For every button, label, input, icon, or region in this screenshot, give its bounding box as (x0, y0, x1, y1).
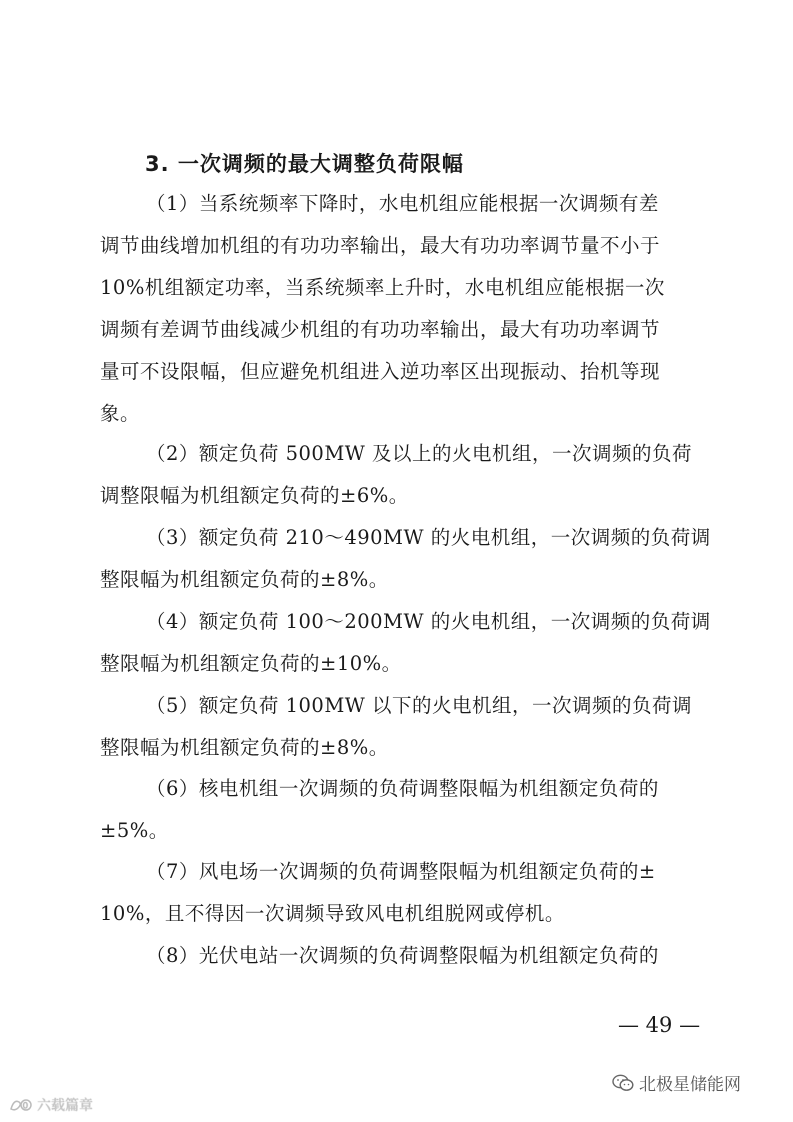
paragraph-1 (100, 183, 700, 435)
wechat-icon (612, 1074, 634, 1092)
paragraph-line: 10%，且不得因一次调频导致风电机组脱网或停机。 (100, 902, 565, 925)
paragraph-line: 调节曲线增加机组的有功功率输出，最大有功功率调节量不小于 (100, 234, 661, 257)
paragraph-7 (100, 851, 700, 935)
paragraph-line: 调频有差调节曲线减少机组的有功功率输出，最大有功功率调节 (100, 318, 661, 341)
paragraph-5 (100, 685, 700, 769)
source-watermark (612, 1070, 741, 1095)
paragraph-line: （4）额定负荷 100～200MW 的火电机组，一次调频的负荷调 (146, 610, 711, 633)
paragraph-line: 整限幅为机组额定负荷的±10%。 (100, 652, 402, 675)
paragraph-line: （1）当系统频率下降时，水电机组应能根据一次调频有差 (146, 192, 659, 215)
corner-watermark (8, 1095, 93, 1115)
paragraph-3 (100, 517, 711, 601)
paragraph-line: 10%机组额定功率，当系统频率上升时，水电机组应能根据一次 (100, 276, 665, 299)
paragraph-6 (100, 768, 700, 852)
paragraph-line: （6）核电机组一次调频的负荷调整限幅为机组额定负荷的 (146, 777, 659, 800)
paragraph-line: 整限幅为机组额定负荷的±8%。 (100, 568, 389, 591)
page-number: — 49 — (618, 1013, 701, 1037)
paragraph-8 (100, 935, 700, 977)
paragraph-line: ±5%。 (100, 819, 169, 842)
paragraph-line: （7）风电场一次调频的负荷调整限幅为机组额定负荷的± (146, 860, 656, 883)
watermark-text: 北极星储能网 (639, 1075, 741, 1095)
watermark-text: 六载篇章 (37, 1098, 93, 1114)
paragraph-4 (100, 601, 711, 685)
paragraph-line: （2）额定负荷 500MW 及以上的火电机组，一次调频的负荷 (146, 442, 693, 465)
paragraph-2 (100, 433, 700, 517)
paragraph-line: （5）额定负荷 100MW 以下的火电机组，一次调频的负荷调 (146, 694, 693, 717)
paragraph-line: 量可不设限幅，但应避免机组进入逆功率区出现振动、抬机等现 (100, 360, 661, 383)
paragraph-line: 整限幅为机组额定负荷的±8%。 (100, 736, 389, 759)
paragraph-line: 象。 (100, 402, 141, 425)
svg-text:0: 0 (22, 1101, 29, 1112)
logo-icon (8, 1096, 34, 1114)
paragraph-line: （8）光伏电站一次调频的负荷调整限幅为机组额定负荷的 (146, 944, 659, 967)
section-heading: 3. 一次调频的最大调整负荷限幅 (145, 152, 464, 176)
paragraph-line: （3）额定负荷 210～490MW 的火电机组，一次调频的负荷调 (146, 526, 711, 549)
paragraph-line: 调整限幅为机组额定负荷的±6%。 (100, 484, 409, 507)
